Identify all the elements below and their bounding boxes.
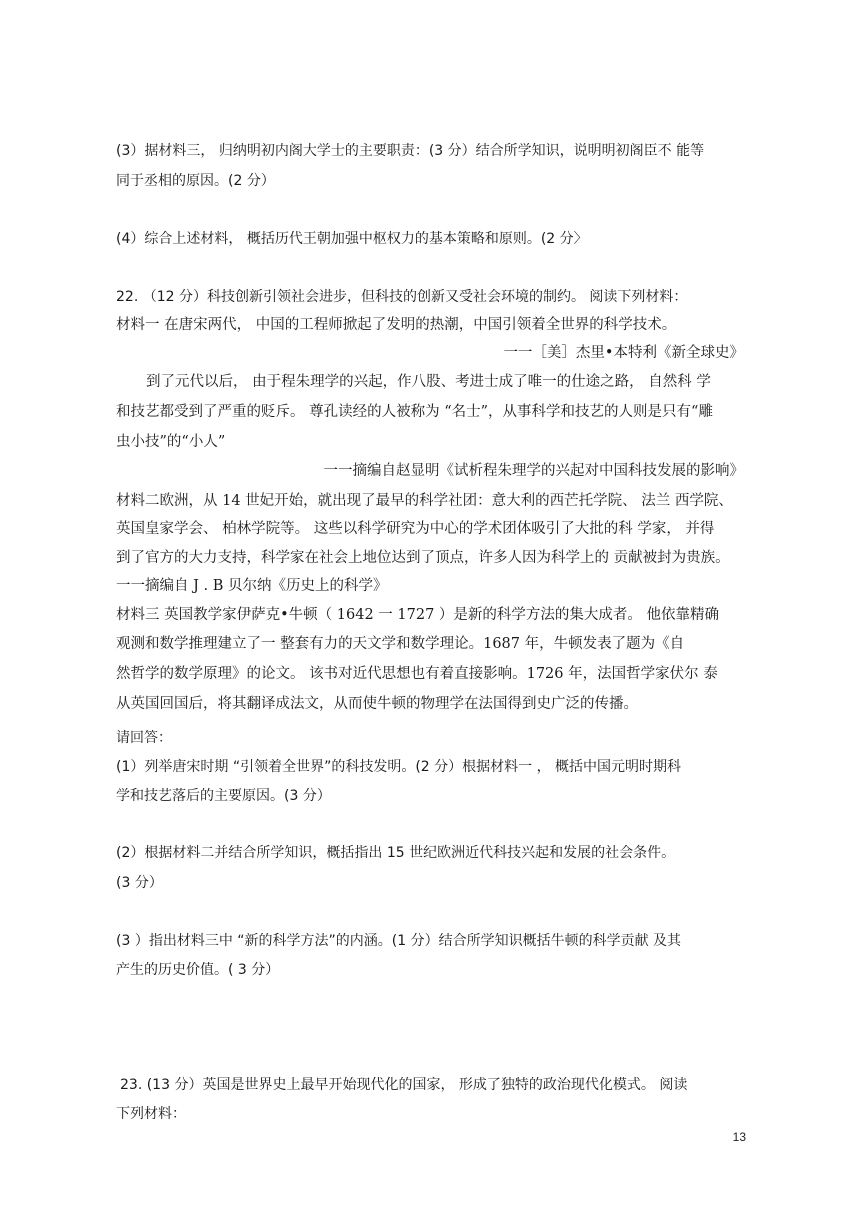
q22-material1-line2: 到了元代以后， 由于程朱理学的兴起，作八股、考进士成了唯一的仕途之路， 自然科 学 bbox=[146, 374, 711, 390]
q23-header-line1: 23. (13 分）英国是世界史上最早开始现代化的国家， 形成了独特的政治现代化模式。 阅读 bbox=[120, 1077, 688, 1093]
q21-part4: (4）综合上述材料， 概括历代王朝加强中枢权力的基本策略和原则。(2 分〉 bbox=[116, 231, 588, 247]
q22-answer-prompt: 请回答： bbox=[116, 730, 172, 746]
q21-part3-line2: 同于丞相的原因。(2 分） bbox=[116, 173, 275, 189]
q22-material1-line3: 和技艺都受到了严重的贬斥。 尊孔读经的人被称为 “名士”，从事科学和技艺的人则是只有“雕 bbox=[116, 404, 713, 420]
q22-material2-line1: 材料二欧洲，从 14 世妃开始，就出现了最早的科学社团：意大利的西芒托学院、 法兰 西学院、 bbox=[116, 493, 733, 509]
q22-material1-line4: 虫小技”的“小人” bbox=[116, 434, 226, 450]
q22-material1-line1: 材料一 在唐宋两代， 中国的工程师掀起了发明的热潮，中国引领着全世界的科学技术。 bbox=[116, 317, 677, 333]
q22-material1-source2: 一一摘编自赵显明《试析程朱理学的兴起对中国科技发展的影响》 bbox=[323, 463, 744, 479]
q22-material2-line2: 英国皇家学会、 柏林学院等。 这些以科学研究为中心的学术团体吸引了大批的科 学家， 并得 bbox=[116, 521, 715, 537]
q22-part1-line1: (1）列举唐宋时期 “引领着全世界”的科技发明。(2 分）根据材料一 ， 概括中国元明时期科 bbox=[116, 759, 682, 775]
q22-material1-source: 一一［美］杰里•本特利《新全球史》 bbox=[503, 345, 744, 361]
q22-header: 22. （12 分）科技创新引领社会进步，但科技的创新又受社会环境的制约。 阅读下列材料： bbox=[116, 289, 688, 305]
q22-material3-line1: 材料三 英国教学家伊萨克•牛顿（ 1642 一 1727 ）是新的科学方法的集大成者。 他依靠精确 bbox=[116, 607, 720, 623]
q23-header-line2: 下列材料： bbox=[116, 1106, 186, 1122]
q22-material3-line3: 然哲学的数学原理》的论文。 该书对近代思想也有着直接影响。1726 年，法国哲学家伏尔 泰 bbox=[116, 666, 718, 682]
q22-part2-line1: (2）根据材料二并结合所学知识，概括指出 15 世纪欧洲近代科技兴起和发展的社会条件。 bbox=[116, 845, 676, 861]
page-number: 13 bbox=[732, 1130, 746, 1144]
q22-material2-line3: 到了官方的大力支持，科学家在社会上地位达到了顶点，许多人因为科学上的 贡献被封为贵族。 bbox=[116, 550, 730, 566]
q22-part1-line2: 学和技艺落后的主要原因。(3 分） bbox=[116, 788, 331, 804]
q22-part3-line1: (3 ）指出材料三中 “新的科学方法”的内涵。(1 分）结合所学知识概括牛顿的科学贡献 及其 bbox=[116, 933, 682, 949]
q22-material3-line2: 观测和数学推理建立了一 整套有力的天文学和数学理论。1687 年，牛顿发表了题为《自 bbox=[116, 636, 685, 652]
q21-part3-line1: (3）据材料三， 归纳明初内阁大学士的主要职责：(3 分）结合所学知识，说明明初阁臣不 能等 bbox=[116, 143, 705, 159]
q22-material3-line4: 从英国回国后，将其翻译成法文，从而使牛顿的物理学在法国得到史广泛的传播。 bbox=[116, 696, 638, 712]
q22-material2-source: 一一摘编自 J . B 贝尔纳《历史上的科学》 bbox=[116, 578, 388, 594]
q22-part3-line2: 产生的历史价值。( 3 分） bbox=[116, 962, 280, 978]
q22-part2-line2: (3 分） bbox=[116, 875, 163, 891]
